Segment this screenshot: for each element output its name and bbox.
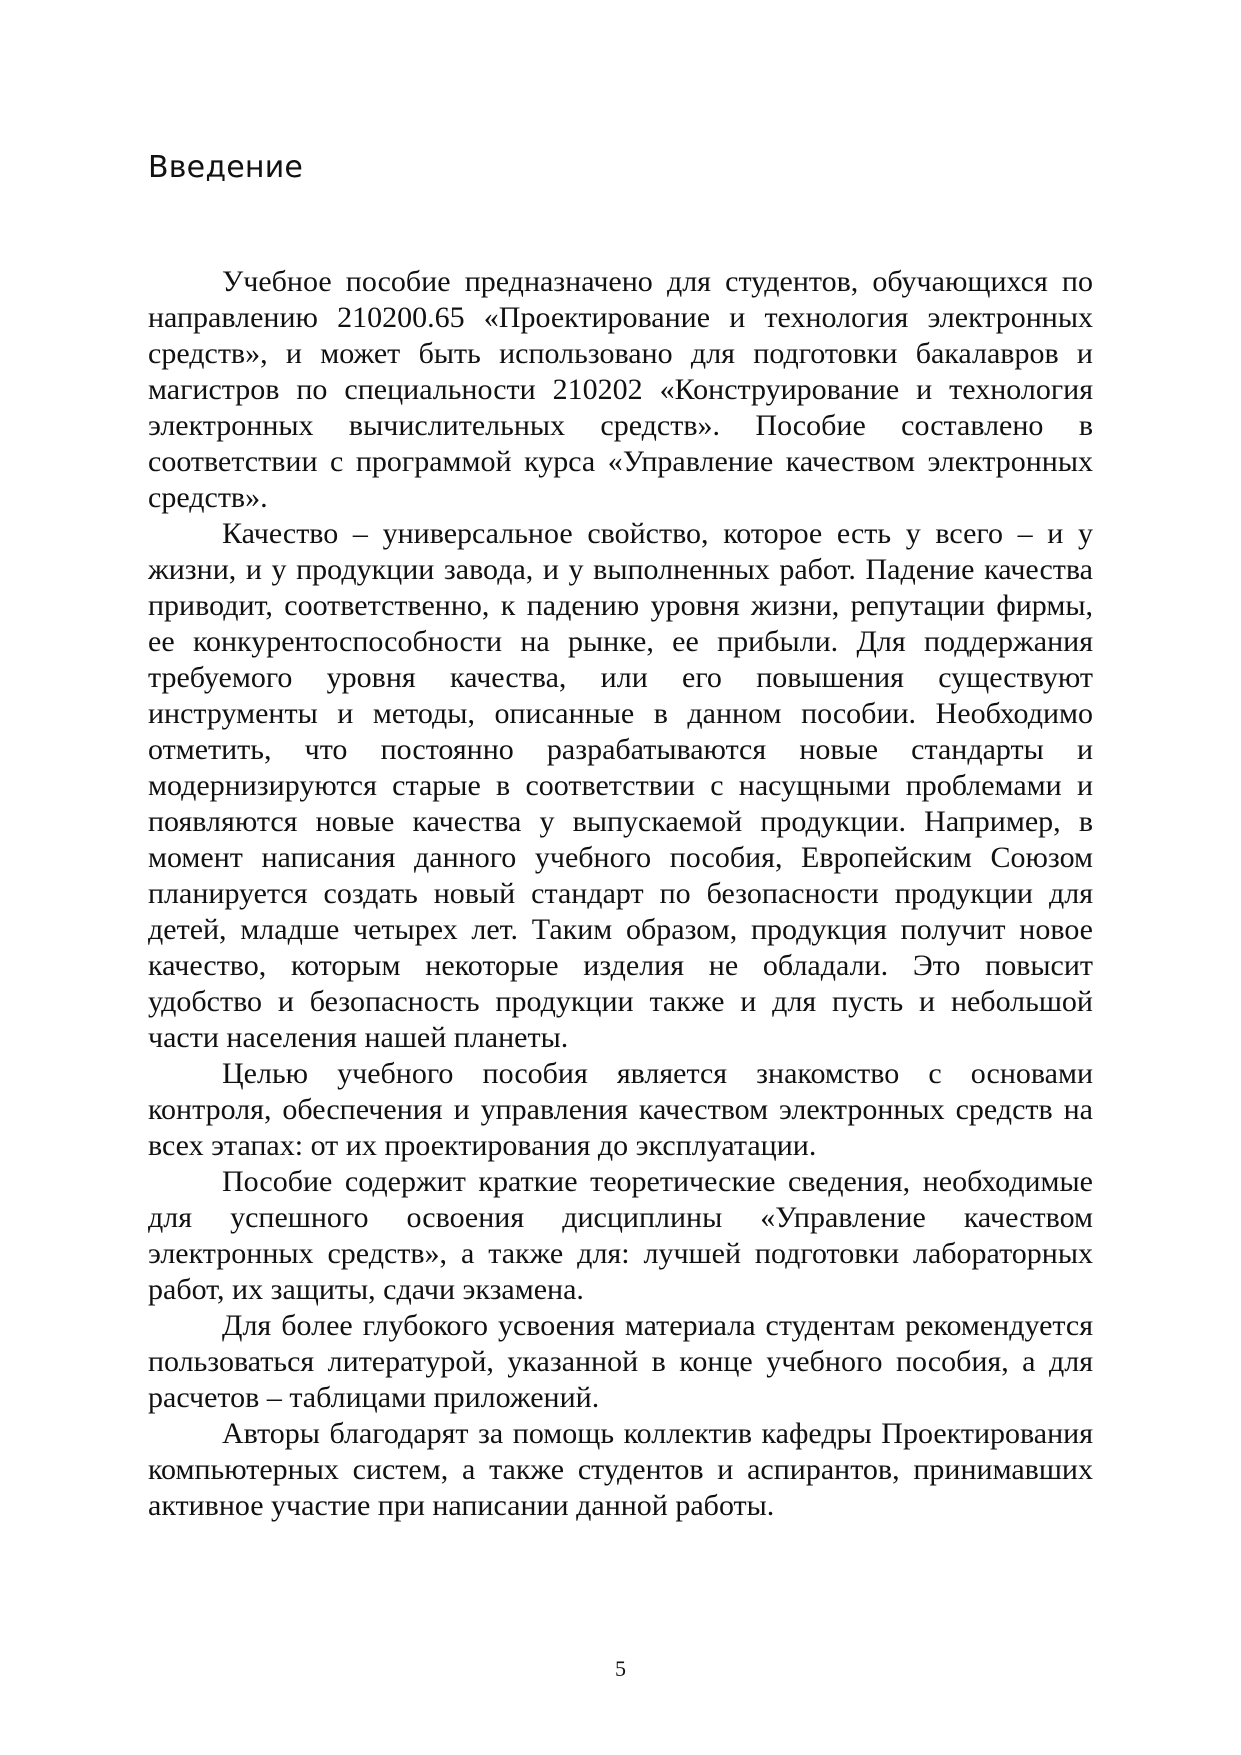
section-heading: Введение [148,150,304,185]
paragraph-contents: Пособие содержит краткие теоретические сведения, необходимые для успешного освоения дисциплины «Управление качеством электронных средств», а также для: лучшей подготовки лабораторных работ, их защиты, сдачи экзамена. [148,1165,1093,1306]
paragraph-acknowledgements: Авторы благодарят за помощь коллектив кафедры Проектирования компьютерных систем, а также студентов и аспирантов, принимавших активное участие при написании данной работы. [148,1417,1093,1522]
paragraph-purpose: Учебное пособие предназначено для студентов, обучающихся по направлению 210200.65 «Проектирование и технология электронных средств», и может быть использовано для подготовки бакалавров и магистров по специальности 210202 «Конструирование и технология электронных вычислительных средств». Пособие составлено в соответствии с программой курса «Управление качеством электронных средств». [148,265,1093,514]
paragraph-recommendation: Для более глубокого усвоения материала студентам рекомендуется пользоваться литературой, указанной в конце учебного пособия, а для расчетов – таблицами приложений. [148,1309,1093,1414]
paragraph-goal: Целью учебного пособия является знакомство с основами контроля, обеспечения и управления качеством электронных средств на всех этапах: от их проектирования до эксплуатации. [148,1057,1093,1162]
body-text [148,264,1093,1524]
page-number: 5 [615,1656,626,1681]
paragraph-quality: Качество – универсальное свойство, которое есть у всего – и у жизни, и у продукции завода, и у выполненных работ. Падение качества приводит, соответственно, к падению уровня жизни, репутации фирмы, ее конкурентоспособности на рынке, ее прибыли. Для поддержания требуемого уровня качества, или его повышения существуют инструменты и методы, описанные в данном пособии. Необходимо отметить, что постоянно разрабатываются новые стандарты и модернизируются старые в соответствии с насущными проблемами и появляются новые качества у выпускаемой продукции. Например, в момент написания данного учебного пособия, Европейским Союзом планируется создать новый стандарт по безопасности продукции для детей, младше четырех лет. Таким образом, продукция получит новое качество, которым некоторые изделия не обладали. Это повысит удобство и безопасность продукции также и для пусть и небольшой части населения нашей планеты. [148,517,1093,1054]
